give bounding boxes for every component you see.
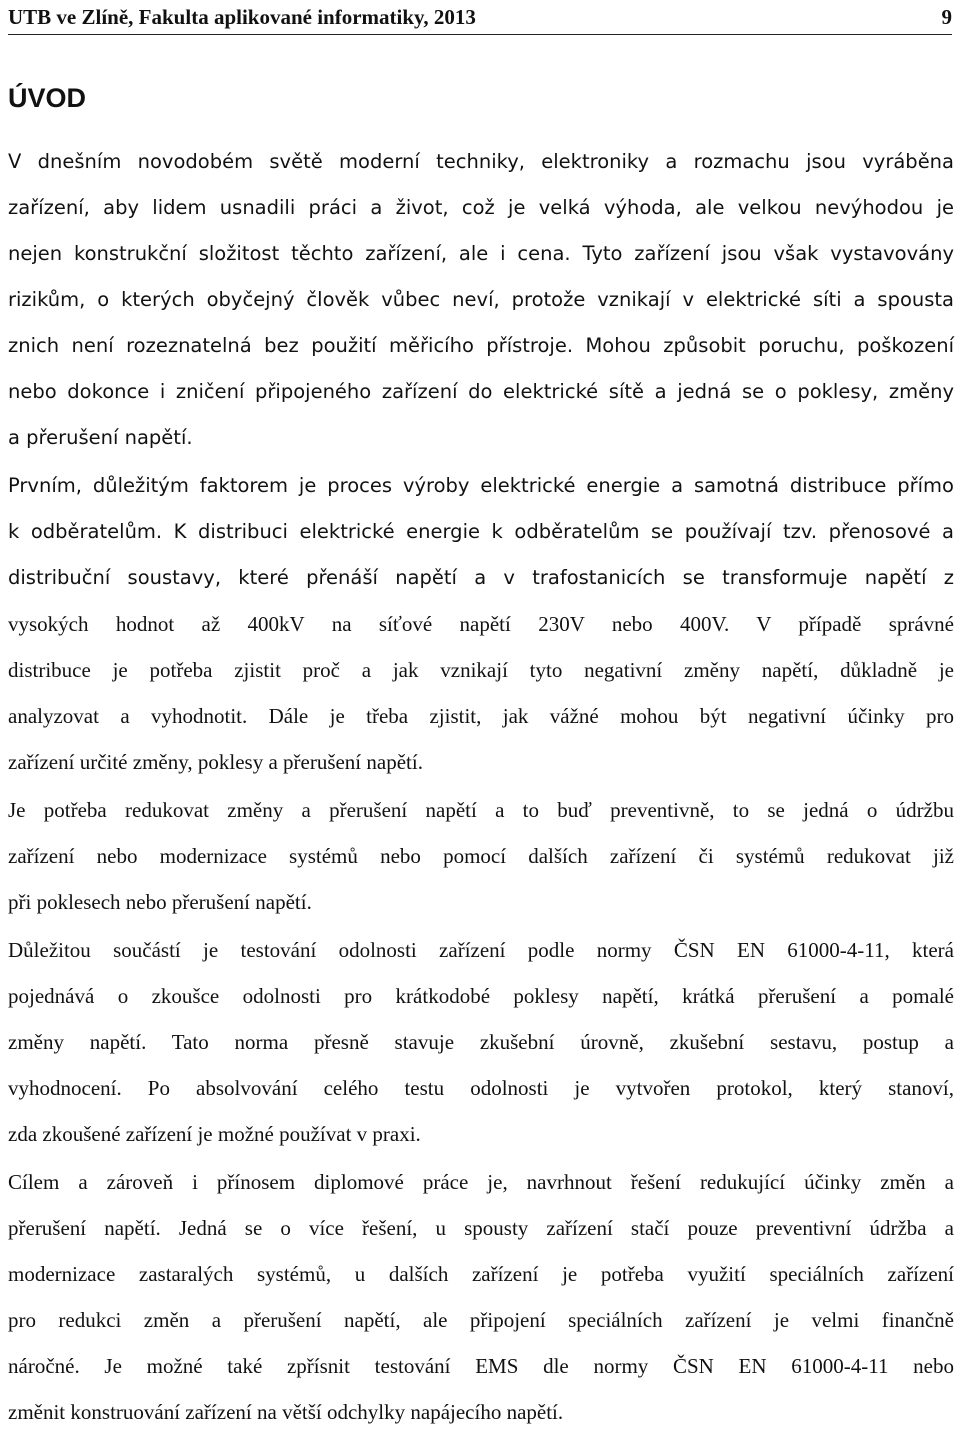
paragraph-line: znich není rozeznatelná bez použití měřicího přístroje. Mohou způsobit poruchu, poškození — [8, 334, 954, 357]
paragraph-line: zařízení nebo modernizace systémů nebo pomocí dalších zařízení či systémů redukovat již — [8, 844, 954, 868]
header-divider — [8, 34, 952, 35]
paragraph-line: pojednává o zkoušce odolnosti pro krátkodobé poklesy napětí, krátká přerušení a pomalé — [8, 984, 954, 1008]
page-number: 9 — [941, 5, 952, 29]
paragraph — [8, 463, 954, 785]
paragraph-line: nebo dokonce i zničení připojeného zařízení do elektrické sítě a jedná se o poklesy, změny — [8, 380, 954, 403]
paragraph-line: zařízení, aby lidem usnadili práci a život, což je velká výhoda, ale velkou nevýhodou je — [8, 196, 954, 219]
paragraph — [8, 927, 954, 1157]
paragraph-line: nejen konstrukční složitost těchto zařízení, ale i cena. Tyto zařízení jsou však vystavovány — [8, 242, 954, 265]
paragraph-line: Cílem a zároveň i přínosem diplomové práce je, navrhnout řešení redukující účinky změn a — [8, 1170, 954, 1194]
paragraph-line: modernizace zastaralých systémů, u dalších zařízení je potřeba využití speciálních zařízení — [8, 1262, 954, 1286]
paragraph-line: rizikům, o kterých obyčejný člověk vůbec neví, protože vznikají v elektrické síti a spousta — [8, 288, 954, 311]
paragraph-line: k odběratelům. K distribuci elektrické energie k odběratelům se používají tzv. přenosové a — [8, 520, 954, 543]
header-title: UTB ve Zlíně, Fakulta aplikované informatiky, 2013 — [8, 5, 476, 29]
paragraph-line: Prvním, důležitým faktorem je proces výroby elektrické energie a samotná distribuce přímo — [8, 474, 954, 497]
paragraph-line: zařízení určité změny, poklesy a přerušení napětí. — [8, 750, 423, 774]
paragraph-line: Je potřeba redukovat změny a přerušení napětí a to buď preventivně, to se jedná o údržbu — [8, 798, 954, 822]
paragraph-line: analyzovat a vyhodnotit. Dále je třeba zjistit, jak vážné mohou být negativní účinky pro — [8, 704, 954, 728]
section-heading: ÚVOD — [8, 83, 87, 113]
paragraph-line: při poklesech nebo přerušení napětí. — [8, 890, 312, 914]
paragraph-line: distribuční soustavy, které přenáší napětí a v trafostanicích se transformuje napětí z — [8, 566, 954, 589]
paragraph-line: vysokých hodnot až 400kV na síťové napětí 230V nebo 400V. V případě správné — [8, 612, 954, 636]
document-body — [8, 139, 954, 1435]
paragraph-line: změny napětí. Tato norma přesně stavuje zkušební úrovně, zkušební sestavu, postup a — [8, 1030, 954, 1054]
paragraph-line: přerušení napětí. Jedná se o více řešení, u spousty zařízení stačí pouze preventivní údržba a — [8, 1216, 954, 1240]
paragraph-line: náročné. Je možné také zpřísnit testování EMS dle normy ČSN EN 61000-4-11 nebo — [8, 1354, 954, 1378]
paragraph-line: zda zkoušené zařízení je možné používat v praxi. — [8, 1122, 421, 1146]
paragraph-line: Důležitou součástí je testování odolnosti zařízení podle normy ČSN EN 61000-4-11, která — [8, 938, 954, 962]
paragraph — [8, 139, 954, 461]
paragraph-line: vyhodnocení. Po absolvování celého testu odolnosti je vytvořen protokol, který stanoví, — [8, 1076, 954, 1100]
paragraph-line: a přerušení napětí. — [8, 426, 193, 449]
paragraph-line: změnit konstruování zařízení na větší odchylky napájecího napětí. — [8, 1400, 564, 1424]
page-header — [8, 4, 952, 38]
paragraph-line: distribuce je potřeba zjistit proč a jak vznikají tyto negativní změny napětí, důkladně je — [8, 658, 954, 682]
paragraph-line: V dnešním novodobém světě moderní techniky, elektroniky a rozmachu jsou vyráběna — [8, 150, 954, 173]
paragraph — [8, 1159, 954, 1435]
paragraph — [8, 787, 954, 925]
paragraph-line: pro redukci změn a přerušení napětí, ale připojení speciálních zařízení je velmi finančně — [8, 1308, 954, 1332]
